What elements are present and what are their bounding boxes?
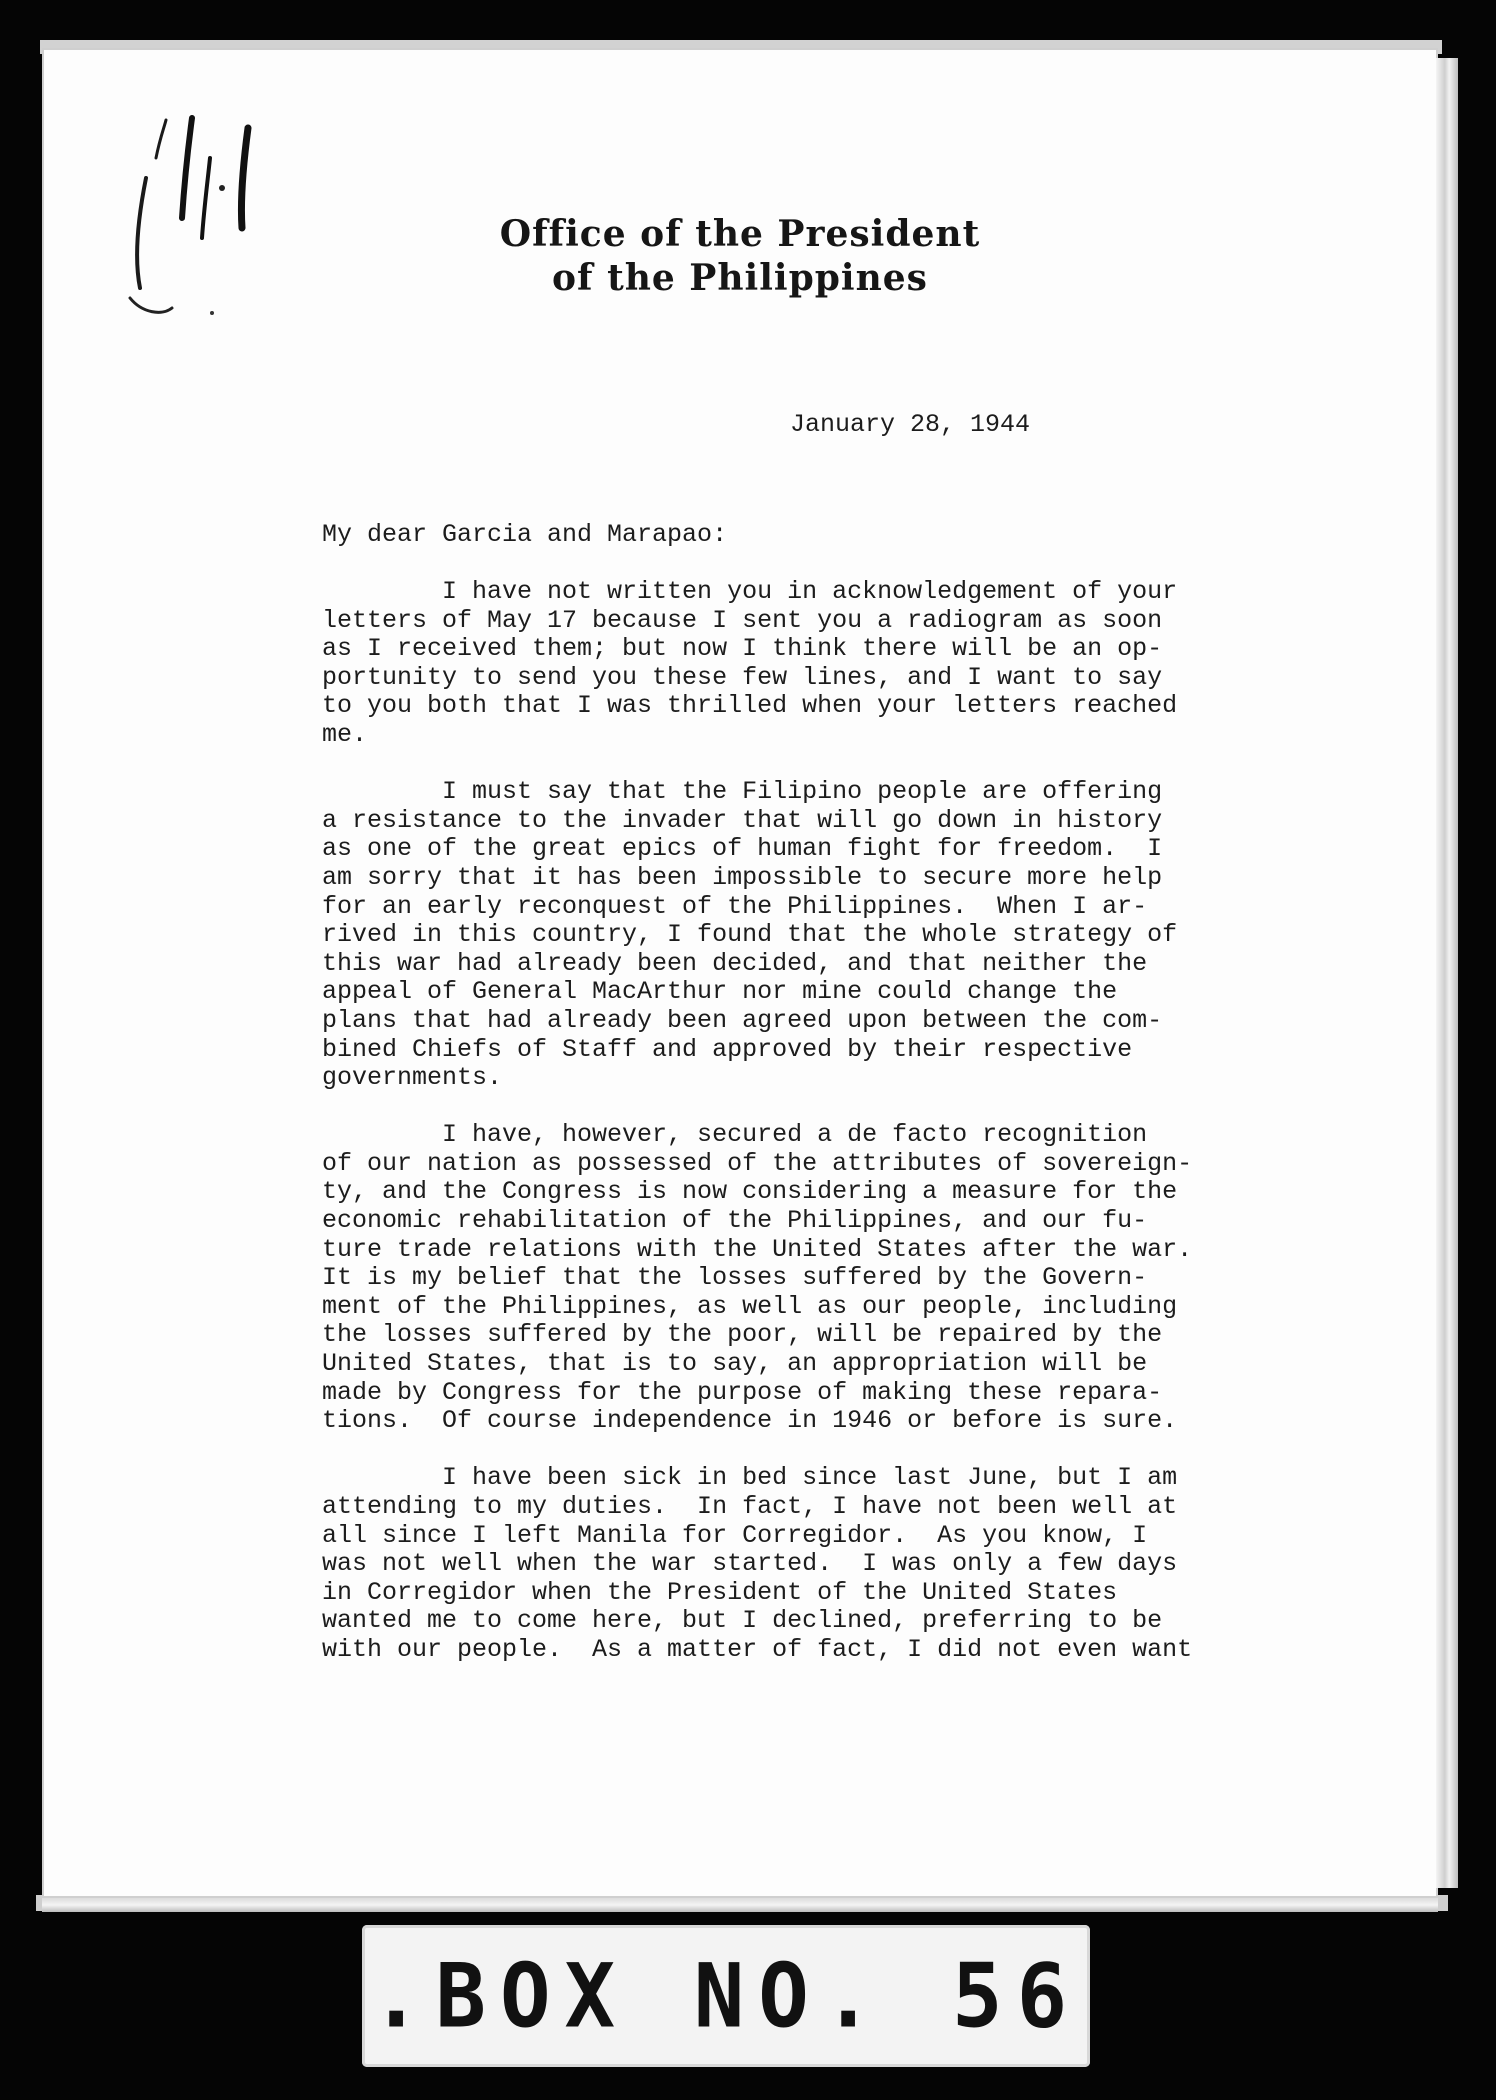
text-line: am sorry that it has been impossible to secure more help bbox=[322, 862, 1163, 892]
text-line: economic rehabilitation of the Philippines, and our fu- bbox=[322, 1206, 1148, 1236]
text-line: portunity to send you these few lines, and I want to say bbox=[322, 662, 1163, 692]
text-line: in Corregidor when the President of the United States bbox=[322, 1577, 1118, 1607]
text-line: bined Chiefs of Staff and approved by their respective bbox=[322, 1034, 1133, 1064]
page-edge-right bbox=[1436, 58, 1458, 1888]
paragraph bbox=[322, 778, 1222, 1093]
text-line: rived in this country, I found that the whole strategy of bbox=[322, 920, 1178, 950]
letter-date: January 28, 1944 bbox=[790, 410, 1031, 439]
text-line: as I received them; but now I think there will be an op- bbox=[322, 634, 1163, 664]
text-line: me. bbox=[322, 719, 368, 749]
text-line: a resistance to the invader that will go down in history bbox=[322, 805, 1163, 835]
page-edge-bottom bbox=[42, 1898, 1438, 1912]
text-line: letters of May 17 because I sent you a radiogram as soon bbox=[322, 605, 1163, 635]
text-line: United States, that is to say, an appropriation will be bbox=[322, 1349, 1148, 1379]
letter-body bbox=[322, 578, 1222, 1665]
paragraph-gap bbox=[322, 1093, 1222, 1122]
text-line: to you both that I was thrilled when your letters reached bbox=[322, 691, 1178, 721]
text-line: of our nation as possessed of the attributes of sovereign- bbox=[322, 1148, 1193, 1178]
letterhead-line-2: of the Philippines bbox=[552, 257, 928, 299]
letterhead-line-1: Office of the President bbox=[499, 213, 981, 255]
text-line: was not well when the war started. I was only a few days bbox=[322, 1549, 1178, 1579]
text-line: attending to my duties. In fact, I have not been well at bbox=[322, 1492, 1178, 1521]
box-number-text: .BOX NO. 56 bbox=[370, 1944, 1082, 2048]
text-line: wanted me to come here, but I declined, preferring to be bbox=[322, 1606, 1163, 1636]
text-line: all since I left Manila for Corregidor. As you know, I bbox=[322, 1520, 1148, 1550]
text-line: as one of the great epics of human fight for freedom. I bbox=[322, 834, 1163, 864]
text-line: I have, however, secured a de facto recognition bbox=[322, 1120, 1148, 1150]
paragraph bbox=[322, 1121, 1222, 1436]
text-line: plans that had already been agreed upon between the com- bbox=[322, 1005, 1163, 1035]
text-line: I have not written you in acknowledgement of your bbox=[322, 577, 1178, 606]
paragraph bbox=[322, 578, 1222, 750]
text-line: tions. Of course independence in 1946 or before is sure. bbox=[322, 1406, 1178, 1436]
text-line: the losses suffered by the poor, will be repaired by the bbox=[322, 1320, 1163, 1350]
text-line: this war had already been decided, and that neither the bbox=[322, 948, 1148, 978]
text-line: It is my belief that the losses suffered by the Govern- bbox=[322, 1263, 1148, 1293]
text-line: ture trade relations with the United States after the war. bbox=[322, 1234, 1193, 1264]
text-line: I must say that the Filipino people are offering bbox=[322, 777, 1163, 807]
text-line: made by Congress for the purpose of making these repara- bbox=[322, 1377, 1163, 1407]
text-line: I have been sick in bed since last June, but I am bbox=[322, 1463, 1178, 1493]
salutation: My dear Garcia and Marapao: bbox=[322, 520, 728, 549]
text-line: ty, and the Congress is now considering a measure for the bbox=[322, 1177, 1178, 1207]
text-line: ment of the Philippines, as well as our people, including bbox=[322, 1291, 1178, 1321]
letter-page bbox=[42, 48, 1438, 1898]
text-line: governments. bbox=[322, 1063, 503, 1093]
text-line: with our people. As a matter of fact, I did not even want bbox=[322, 1634, 1193, 1664]
box-number-label bbox=[362, 1925, 1090, 2067]
paragraph bbox=[322, 1464, 1222, 1664]
text-line: for an early reconquest of the Philippines. When I ar- bbox=[322, 891, 1148, 921]
paragraph-gap bbox=[322, 1436, 1222, 1465]
paragraph-gap bbox=[322, 750, 1222, 779]
text-line: appeal of General MacArthur nor mine could change the bbox=[322, 977, 1118, 1007]
